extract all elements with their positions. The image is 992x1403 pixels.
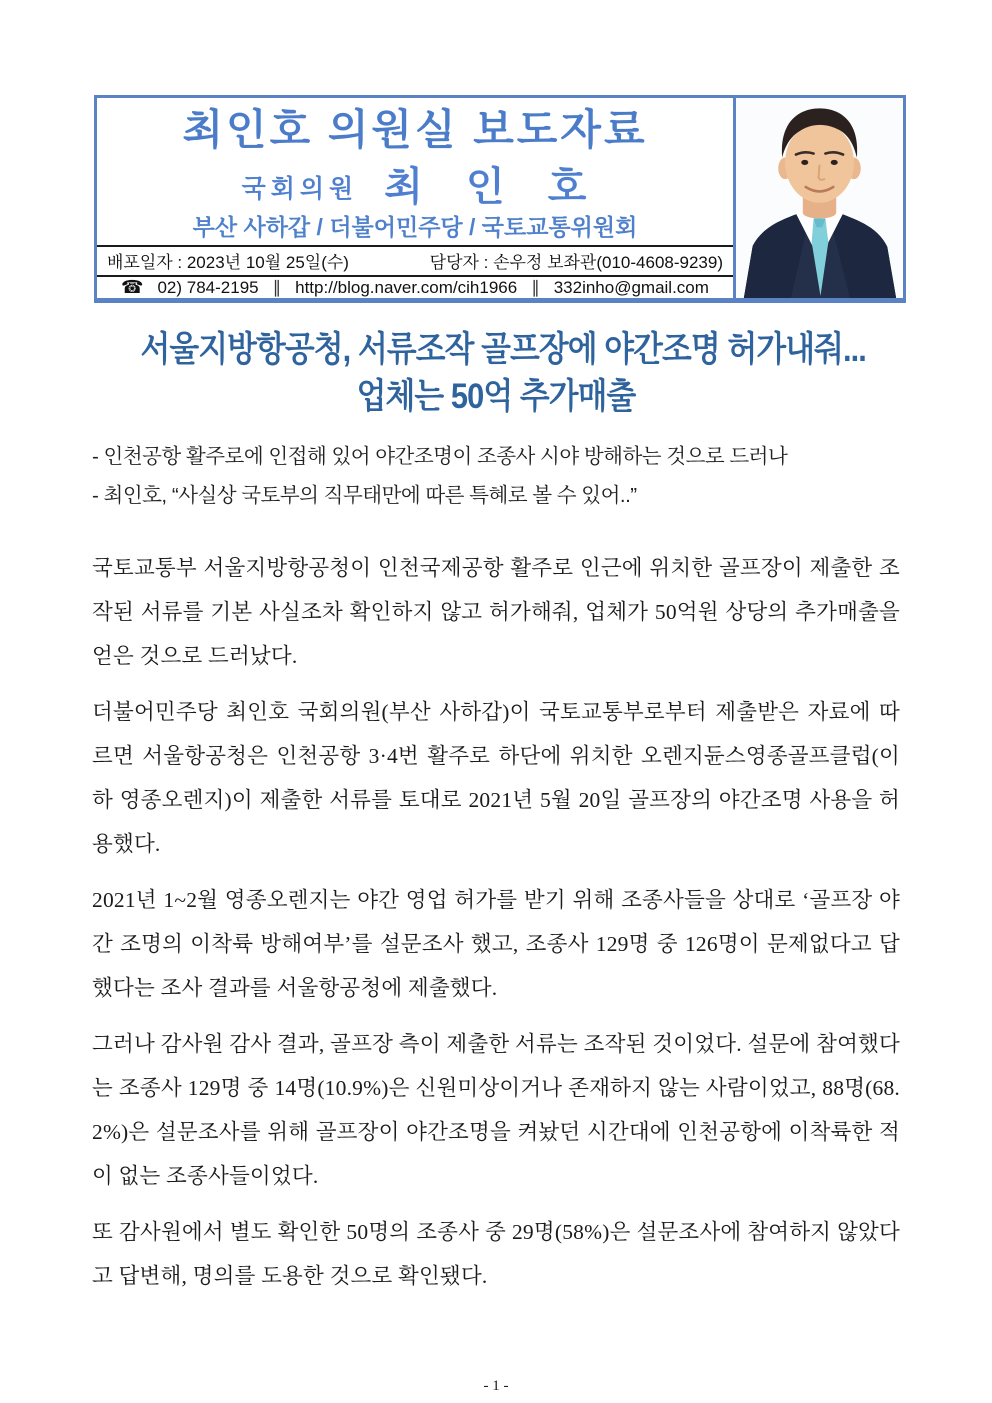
paragraph: 더불어민주당 최인호 국회의원(부산 사하갑)이 국토교통부로부터 제출받은 자료에 따르면 서울항공청은 인천공항 3·4번 활주로 하단에 위치한 오렌지듄스영종골프클럽(이하 영종오렌지)이 제출한 서류를 토대로 2021년 5월 20일 골프장의 야간조명 사용을 허용했다. bbox=[92, 700, 900, 856]
release-info-row bbox=[97, 247, 733, 275]
paragraph: 국토교통부 서울지방항공청이 인천국제공항 활주로 인근에 위치한 골프장이 제출한 조작된 서류를 기본 사실조차 확인하지 않고 허가해줘, 업체가 50억원 상당의 추가매출을 얻은 것으로 드러났다. bbox=[92, 556, 900, 668]
paragraph: 또 감사원에서 별도 확인한 50명의 조종사 중 29명(58%)은 설문조사에 참여하지 않았다고 답변해, 명의를 도용한 것으로 확인됐다. bbox=[92, 1220, 900, 1288]
summary-bullet: - 최인호, “사실상 국토부의 직무태만에 따른 특혜로 볼 수 있어..” bbox=[92, 484, 637, 507]
release-date: 배포일자 : 2023년 10월 25일(수) bbox=[107, 253, 349, 273]
letterhead-box bbox=[94, 95, 906, 303]
contact-person: 담당자 : 손우정 보좌관(010-4608-9239) bbox=[429, 253, 723, 273]
article-paragraphs bbox=[92, 546, 900, 1298]
member-name: 최 인 호 bbox=[384, 164, 589, 209]
headline-line-2: 업체는 50억 추가매출 bbox=[356, 377, 636, 416]
summary-bullets bbox=[92, 437, 900, 515]
summary-bullet: - 인천공항 활주로에 인접해 있어 야간조명이 조종사 시야 방해하는 것으로 드러나 bbox=[92, 445, 788, 468]
paragraph: 2021년 1~2월 영종오렌지는 야간 영업 허가를 받기 위해 조종사들을 상대로 ‘골프장 야간 조명의 이착륙 방해여부’를 설문조사 했고, 조종사 129명 중 126명이 문제없다고 답했다는 조사 결과를 서울항공청에 제출했다. bbox=[92, 888, 900, 1000]
paragraph: 그러나 감사원 감사 결과, 골프장 측이 제출한 서류는 조작된 것이었다. 설문에 참여했다는 조종사 129명 중 14명(10.9%)은 신원미상이거나 존재하지 않는 사람이었고, 88명(68.2%)은 설문조사를 위해 골프장이 야간조명을 켜놨던 시간대에 인천공항에 이착륙한 적이 없는 조종사들이었다. bbox=[92, 1032, 900, 1188]
phone-icon: ☎ bbox=[121, 277, 144, 297]
member-role-label: 국회의원 bbox=[241, 175, 359, 203]
contact-info-row bbox=[97, 277, 733, 298]
separator-bar: ∥ bbox=[272, 277, 282, 297]
document-headline bbox=[92, 326, 900, 420]
separator-bar: ∥ bbox=[531, 277, 540, 297]
headline-line-1: 서울지방항공청, 서류조작 골프장에 야간조명 허가내줘... bbox=[140, 330, 866, 369]
member-photo bbox=[733, 98, 903, 298]
email-link[interactable]: 332inho@gmail.com bbox=[553, 277, 709, 297]
member-affiliation: 부산 사하갑 / 더불어민주당 / 국토교통위원회 bbox=[192, 214, 638, 240]
page-number: - 1 - bbox=[483, 1378, 509, 1394]
member-name-row bbox=[97, 156, 733, 210]
phone-number: 02) 784-2195 bbox=[157, 277, 259, 297]
letterhead-text-area bbox=[97, 98, 733, 298]
letterhead-title: 최인호 의원실 보도자료 bbox=[182, 106, 648, 153]
blog-link[interactable]: http://blog.naver.com/cih1966 bbox=[295, 277, 518, 297]
document-body bbox=[92, 326, 900, 1310]
